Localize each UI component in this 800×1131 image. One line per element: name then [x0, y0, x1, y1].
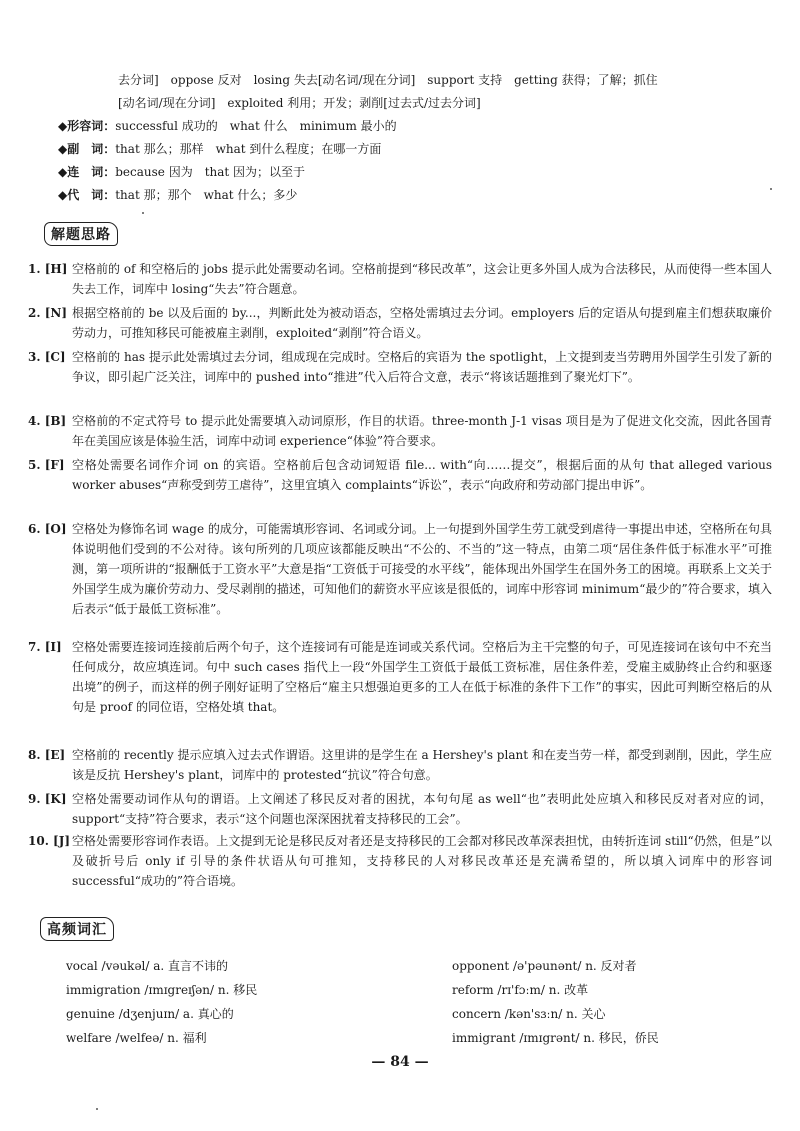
word-list-line-2: [动名词/现在分词] exploited 利用；开发；剥削[过去式/过去分词] [118, 96, 481, 110]
answer-item-1 [28, 259, 772, 299]
vocab-entry: reform /rɪ'fɔːm/ n. 改革 [452, 983, 589, 997]
pos-label: ◆形容词： [58, 119, 116, 133]
answer-item-9 [28, 789, 772, 829]
answer-number: 2. [N] [28, 306, 68, 320]
answer-explanation: 空格前的 recently 提示应填入过去式作谓语。这里讲的是学生在 a Hershey's plant 和在麦当劳一样，都受到剥削，因此，学生应该是反抗 Hershey's plant，词库中的 protested“抗议”符合句意。 [72, 748, 772, 782]
vocab-entry: vocal /vəukəl/ a. 直言不讳的 [66, 959, 229, 973]
pos-words: successful 成功的 what 什么 minimum 最小的 [115, 119, 397, 133]
vocab-entry: concern /kən'sɜːn/ n. 关心 [452, 1007, 606, 1021]
pos-adverb-row [58, 139, 381, 159]
vocab-entry: genuine /dʒenjuɪn/ a. 真心的 [66, 1007, 234, 1021]
answer-number: 1. [H] [28, 262, 68, 276]
scan-speck [770, 188, 772, 190]
answer-number: 8. [E] [28, 748, 66, 762]
answer-item-4 [28, 411, 772, 451]
page-number: — 84 — [371, 1054, 429, 1070]
solution-section-title: 解题思路 [44, 222, 118, 246]
pos-conjunction-row [58, 162, 305, 182]
answer-number: 9. [K] [28, 792, 67, 806]
answer-number: 3. [C] [28, 350, 66, 364]
answer-explanation: 空格处需要动词作从句的谓语。上文阐述了移民反对者的困扰，本句句尾 as well“也”表明此处应填入和移民反对者对应的词，support“支持”符合要求，表示“这个问题也深深困扰着支持移民的工会”。 [72, 792, 772, 826]
pos-words: because 因为 that 因为；以至于 [115, 165, 306, 179]
vocab-entry: welfare /welfeə/ n. 福利 [66, 1031, 207, 1045]
word-list-line-1: 去分词] oppose 反对 losing 失去[动名词/现在分词] support 支持 getting 获得；了解；抓住 [118, 73, 658, 87]
answer-explanation: 空格处为修饰名词 wage 的成分，可能需填形容词、名词或分词。上一句提到外国学生劳工就受到虐待一事提出申述，空格所在句具体说明他们受到的不公对待。该句所列的几项应该都能反映出“不公的、不当的”这一特点，由第二项“居住条件低于标准水平”可推测，第一项所讲的“报酬低于工资水平”大意是指“工资低于可接受的水平线”，能体现出外国学生在国外务工的困境。再联系上文关于外国学生成为廉价劳动力、受尽剥削的描述，可知他们的薪资水平应该是很低的，词库中形容词 minimum“最少的”符合要求，填入后表示“低于最低工资标准”。 [72, 522, 772, 616]
answer-item-7 [28, 637, 772, 717]
pos-adjective-row [58, 116, 397, 136]
answer-number: 6. [O] [28, 522, 67, 536]
answer-number: 4. [B] [28, 414, 67, 428]
vocab-entry: immigration /ɪmɪgreɪʃən/ n. 移民 [66, 983, 258, 997]
answer-item-6 [28, 519, 772, 619]
pos-label: ◆连 词： [58, 165, 116, 179]
answer-item-5 [28, 455, 772, 495]
answer-item-3 [28, 347, 772, 387]
answer-item-2 [28, 303, 772, 343]
answer-explanation: 空格处需要名词作介词 on 的宾语。空格前后包含动词短语 file... with“向……提交”，根据后面的从句 that alleged various worker abuses“声称受到劳工虐待”，这里宜填入 complaints“诉讼”，表示“向政府和劳动部门提出申诉”。 [72, 458, 772, 492]
answer-explanation: 空格前的 has 提示此处需填过去分词，组成现在完成时。空格后的宾语为 the spotlight，上文提到麦当劳聘用外国学生引发了新的争议，即引起广泛关注，词库中的 pushed into“推进”代入后符合文意，表示“将该话题推到了聚光灯下”。 [72, 350, 772, 384]
answer-explanation: 空格处需要连接词连接前后两个句子，这个连接词有可能是连词或关系代词。空格后为主干完整的句子，可见连接词在该句中不充当任何成分，故应填连词。句中 such cases 指代上一段“外国学生工资低于最低工资标准，居住条件差，受雇主威胁终止合约和驱逐出境”的例子，而这样的例子刚好证明了空格后“雇主只想强迫更多的工人在低于标准的条件下工作”的事实，因此可判断空格后的从句是 proof 的同位语，空格处填 that。 [72, 640, 772, 714]
vocabulary-section-title: 高频词汇 [40, 917, 114, 941]
answer-explanation: 空格前的 of 和空格后的 jobs 提示此处需要动名词。空格前提到“移民改革”，这会让更多外国人成为合法移民，从而使得一些本国人失去工作，词库中 losing“失去”符合题意。 [72, 262, 772, 296]
answer-item-10 [28, 831, 772, 891]
answer-number: 10. [J] [28, 834, 71, 848]
answer-explanation: 空格前的不定式符号 to 提示此处需要填入动词原形，作目的状语。three-month J-1 visas 项目是为了促进文化交流，因此各国青年在美国应该是体验生活，词库中动词 experience“体验”符合要求。 [72, 414, 772, 448]
vocab-entry: opponent /ə'pəunənt/ n. 反对者 [452, 959, 637, 973]
pos-words: that 那么；那样 what 到什么程度；在哪一方面 [115, 142, 382, 156]
scan-speck [96, 1108, 98, 1110]
answer-item-8 [28, 745, 772, 785]
answer-number: 7. [I] [28, 640, 62, 654]
answer-explanation: 根据空格前的 be 以及后面的 by...，判断此处为被动语态，空格处需填过去分词。employers 后的定语从句提到雇主们想获取廉价劳动力，可推知移民可能被雇主剥削，exploited“剥削”符合语义。 [72, 306, 772, 340]
answer-number: 5. [F] [28, 458, 65, 472]
pos-words: that 那；那个 what 什么；多少 [115, 188, 298, 202]
scan-speck [142, 212, 144, 214]
pos-label: ◆副 词： [58, 142, 116, 156]
vocab-entry: immigrant /ɪmɪgrənt/ n. 移民，侨民 [452, 1031, 659, 1045]
pos-label: ◆代 词： [58, 188, 116, 202]
pos-pronoun-row [58, 185, 297, 205]
answer-explanation: 空格处需要形容词作表语。上文提到无论是移民反对者还是支持移民的工会都对移民改革深表担忧，由转折连词 still“仍然，但是”以及破折号后 only if 引导的条件状语从句可推知，支持移民的人对移民改革还是充满希望的，所以填入词库中的形容词 successful“成功的”符合语境。 [72, 834, 772, 888]
